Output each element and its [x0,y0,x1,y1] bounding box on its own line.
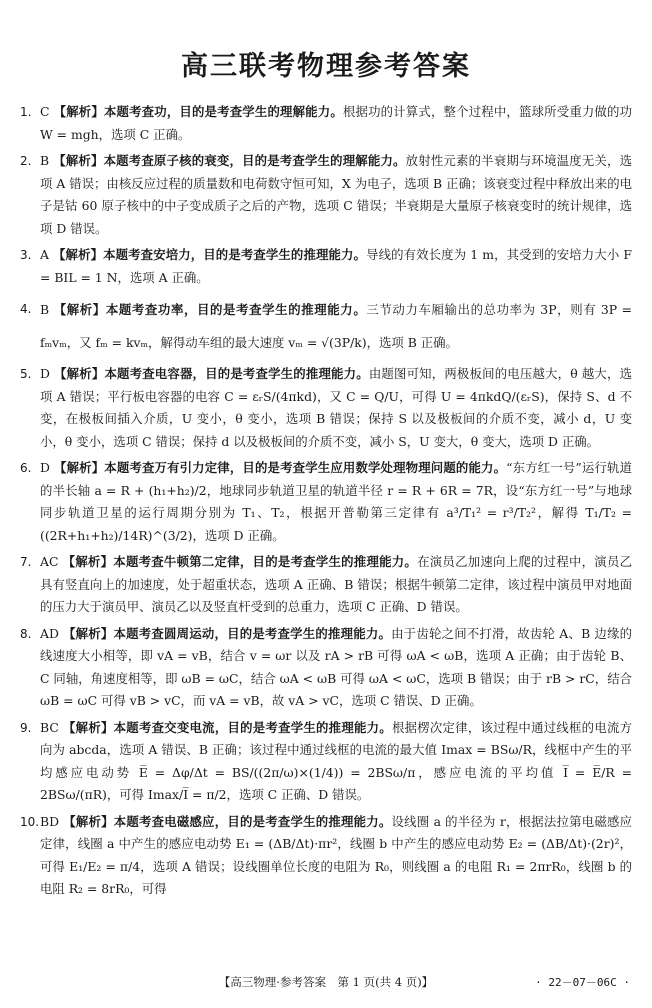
analysis-lead: 本题考查交变电流，目的是考查学生的推理能力。 [113,719,392,735]
analysis-text: 放射性元素的半衰期与环境温度无关，选项 A 错误；由核反应过程的质量数和电荷数守恒可知，X 为电子，选项 B 正确；该衰变过程中释放出来的电子是钴 60 原子核中的中子变成质子之后的产物，选项 C 错误；半衰期是大量原子核衰变时的统计规律，选项 D 错误。 [40,153,633,236]
answer-choice: C [40,104,50,119]
answer-item-6 [20,457,632,547]
footer-page-info: 【高三物理·参考答案 第 1 页(共 4 页)】 [218,975,434,989]
answer-item-4 [20,293,632,359]
answer-list [20,101,632,901]
analysis-tag: 【解析】 [63,719,114,735]
analysis-text: 导线的有效长度为 1 m，其受到的安培力大小 F = BIL = 1 N，选项 A 正确。 [40,247,633,285]
answer-item-1 [20,101,632,146]
item-number: 9. [20,720,32,735]
answer-choice: BC [40,719,59,735]
answer-item-10 [20,811,632,901]
analysis-tag: 【解析】 [53,153,104,168]
answer-item-8 [20,623,632,713]
analysis-text: 由于齿轮之间不打滑，故齿轮 A、B 边缘的线速度大小相等，即 vA = vB，结合 v = ωr 以及 rA > rB 可得 ωA < ωB，选项 A 正确；由于齿轮 B、C 同轴，角速度相等，即 ωB = ωC，结合 ωA < ωB 可得 ωA < ωC，选项 B 错误；由于 rB > rC，结合 ωB = ωC 可得 vB > vC，而 vA = vB，故 vA > vC，选项 C 错误、D 正确。 [40,625,632,708]
analysis-lead: 本题考查牛顿第二定律，目的是考查学生的推理能力。 [113,554,418,569]
analysis-tag: 【解析】 [63,813,114,829]
analysis-tag: 【解析】 [63,625,114,641]
analysis-lead: 本题考查圆周运动，目的是考查学生的推理能力。 [113,625,392,641]
answer-item-7 [20,551,632,619]
answer-item-9 [20,717,632,807]
item-number: 3. [20,248,32,262]
footer-doc-code: · 22－07－06C · [535,976,630,989]
answer-choice: B [40,302,50,317]
answer-choice: D [40,366,50,381]
analysis-text: 由题图可知，两极板间的电压越大，θ 越大，选项 A 错误；平行板电容器的电容 C = εᵣS/(4πkd)，又 C = Q/U，可得 U = 4πkdQ/(εᵣS)，保持 S、d 不变，在极板间插入介质，U 变小，θ 变小，选项 B 错误；保持 S 以及极板间的介质不变，减小 d，U 变小，θ 变小，选项 C 错误；保持 d 以及极板间的介质不变，减小 S，U 变大，θ 变大，选项 D 正确。 [40,366,632,449]
analysis-text: 在演员乙加速向上爬的过程中，演员乙具有竖直向上的加速度，处于超重状态，选项 A 正确、B 错误；根据牛顿第二定律，该过程中演员甲对地面的压力大于演员甲、演员乙以及竖直杆受到的总重力，选项 C 正确、D 错误。 [40,554,633,614]
analysis-lead: 本题考查安培力，目的是考查学生的推理能力。 [103,247,367,262]
analysis-lead: 本题考查电容器，目的是考查学生的推理能力。 [104,366,369,381]
analysis-text: 三节动力车厢输出的总功率为 3P，则有 3P = fₘvₘ，又 fₘ = kvₘ，解得动车组的最大速度 vₘ = √(3P/k)，选项 B 正确。 [40,302,633,350]
answer-choice: A [40,247,49,262]
answer-choice: B [40,153,50,168]
analysis-lead: 本题考查功，目的是考查学生的理解能力。 [103,104,343,119]
analysis-lead: 本题考查功率，目的是考查学生的推理能力。 [105,302,367,317]
item-number: 5. [20,367,32,381]
analysis-text: 根据功的计算式，整个过程中，篮球所受重力做的功 W = mgh，选项 C 正确。 [40,104,633,142]
item-number: 1. [20,105,32,119]
analysis-tag: 【解析】 [53,302,106,317]
analysis-text: 设线圈 a 的半径为 r，根据法拉第电磁感应定律，线圈 a 中产生的感应电动势 E₁ = (ΔB/Δt)·πr²，线圈 b 中产生的感应电动势 E₂ = (ΔB/Δt)·(2r)²，可得 E₁/E₂ = π/4，选项 A 错误；设线圈单位长度的电阻为 R₀，则线圈 a 的电阻 R₁ = 2πrR₀，线圈 b 的电阻 R₂ = 8rR₀，可得 [40,813,633,896]
answer-choice: AC [40,554,59,569]
answer-choice: BD [40,813,60,829]
answer-item-3 [20,244,632,289]
analysis-tag: 【解析】 [62,554,114,569]
analysis-text: “东方红一号”运行轨道的半长轴 a = R + (h₁+h₂)/2，地球同步轨道卫星的轨道半径 r = R + 6R = 7R，设“东方红一号”与地球同步轨道卫星的运行周期分别为 T₁、T₂，根据开普勒第三定律有 a³/T₁² = r³/T₂²，解得 T₁/T₂ = ((2R+h₁+h₂)/14R)^(3/2)，选项 D 正确。 [40,460,632,543]
analysis-tag: 【解析】 [54,460,105,475]
analysis-lead: 本题考查电磁感应，目的是考查学生的推理能力。 [113,813,392,829]
item-number: 8. [20,626,32,641]
item-number: 7. [20,555,32,569]
item-number: 10. [20,814,40,829]
item-number: 4. [20,302,32,316]
analysis-tag: 【解析】 [54,366,105,381]
item-number: 2. [20,154,32,168]
answer-item-2 [20,150,632,240]
analysis-text: 根据楞次定律，该过程中通过线框的电流方向为 abcda，选项 A 错误、B 正确；该过程中通过线框的电流的最大值 Imax = BSω/R，线框中产生的平均感应电动势 E̅ = Δφ/Δt = BS/((2π/ω)×(1/4)) = 2BSω/π，感应电流的平均值 I̅ = E̅/R = 2BSω/(πR)，可得 Imax/I̅ = π/2，选项 C 正确、D 错误。 [40,719,633,802]
page-title: 高三联考物理参考答案 [181,51,471,82]
analysis-lead: 本题考查万有引力定律，目的是考查学生应用数学处理物理问题的能力。 [104,460,507,475]
analysis-tag: 【解析】 [53,104,104,119]
answer-choice: D [40,460,50,475]
analysis-lead: 本题考查原子核的衰变，目的是考查学生的理解能力。 [103,153,406,168]
item-number: 6. [20,461,32,475]
answer-choice: AD [40,625,59,641]
analysis-tag: 【解析】 [53,247,104,262]
answer-item-5 [20,363,632,453]
